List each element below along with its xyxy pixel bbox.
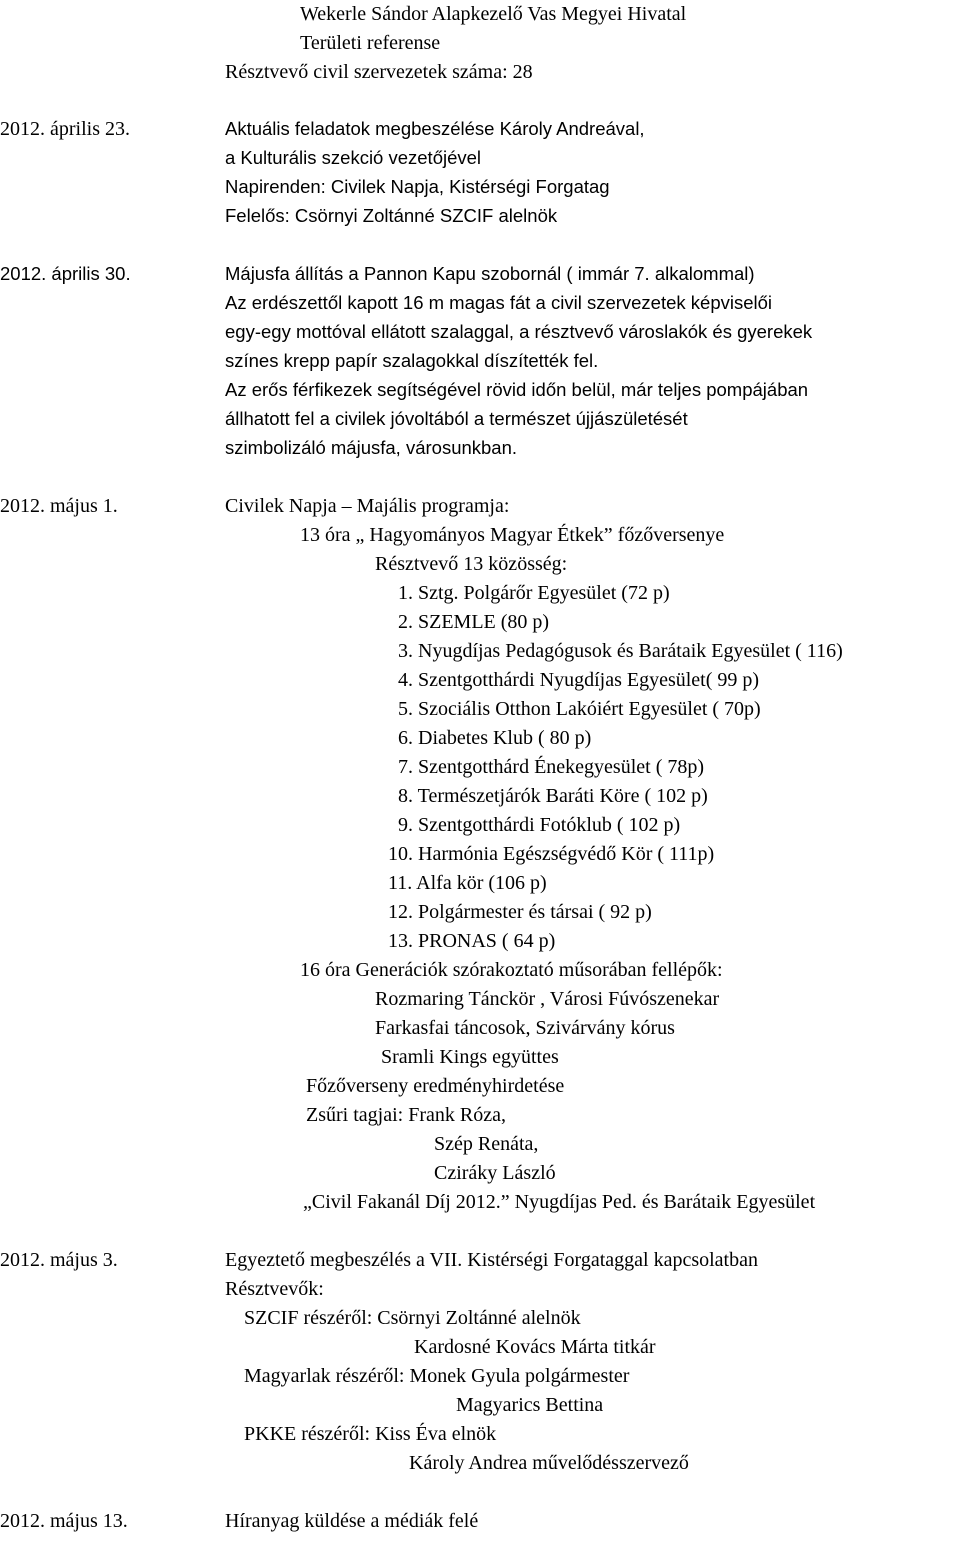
entry-line: Az erős férfikezek segítségével rövid időn belül, már teljes pompájában xyxy=(225,379,809,400)
team-item: 4. Szentgotthárdi Nyugdíjas Egyesület( 99 p) xyxy=(398,669,760,691)
team-item: 2. SZEMLE (80 p) xyxy=(398,611,550,633)
team-item: 8. Természetjárók Baráti Köre ( 102 p) xyxy=(398,785,708,807)
entry-line: Aktuális feladatok megbeszélése Károly Andreával, xyxy=(225,118,645,139)
team-item: 11. Alfa kör (106 p) xyxy=(388,872,547,894)
performer-line: Rozmaring Tánckör , Városi Fúvószenekar xyxy=(375,988,720,1010)
team-item: 12. Polgármester és társai ( 92 p) xyxy=(388,901,652,923)
team-item: 1. Sztg. Polgárőr Egyesület (72 p) xyxy=(398,582,670,604)
entry-title: Májusfa állítás a Pannon Kapu szobornál ( immár 7. alkalommal) xyxy=(225,263,755,284)
participants-label: Résztvevők: xyxy=(225,1278,324,1300)
team-item: 3. Nyugdíjas Pedagógusok és Barátaik Egyesület ( 116) xyxy=(398,640,843,662)
team-item: 10. Harmónia Egészségvédő Kör ( 111p) xyxy=(388,843,715,865)
header-office: Wekerle Sándor Alapkezelő Vas Megyei Hivatal xyxy=(300,3,687,25)
header-role: Területi referense xyxy=(300,32,441,54)
participant-line: Kardosné Kovács Márta titkár xyxy=(414,1336,656,1358)
team-item: 9. Szentgotthárdi Fotóklub ( 102 p) xyxy=(398,814,681,836)
team-item: 7. Szentgotthárd Énekegyesület ( 78p) xyxy=(398,756,705,778)
entry-line: Felelős: Csörnyi Zoltánné SZCIF alelnök xyxy=(225,205,558,226)
participants-count: Résztvevő 13 közösség: xyxy=(375,553,568,575)
performer-line: Sramli Kings együttes xyxy=(381,1046,559,1068)
entry-line: Az erdészettől kapott 16 m magas fát a civil szervezetek képviselői xyxy=(225,292,773,313)
entry-date: 2012. május 13. xyxy=(0,1510,128,1532)
participant-line: Károly Andrea művelődésszervező xyxy=(409,1452,689,1474)
entry-line: egy-egy mottóval ellátott szalaggal, a résztvevő városlakók és gyerekek xyxy=(225,321,813,342)
jury-member: Szép Renáta, xyxy=(434,1133,539,1155)
team-item: 6. Diabetes Klub ( 80 p) xyxy=(398,727,592,749)
entry-date: 2012. április 30. xyxy=(0,263,131,284)
jury-member: Cziráky László xyxy=(434,1162,556,1184)
team-item: 5. Szociális Otthon Lakóiért Egyesület ( 70p) xyxy=(398,698,761,720)
entry-title: Civilek Napja – Majális programja: xyxy=(225,495,510,517)
cook-heading: 13 óra „ Hagyományos Magyar Étkek” főzőversenye xyxy=(300,524,725,546)
award-line: „Civil Fakanál Díj 2012.” Nyugdíjas Ped. és Barátaik Egyesület xyxy=(303,1191,816,1213)
performer-line: Farkasfai táncosok, Szivárvány kórus xyxy=(375,1017,675,1039)
entry-line: színes krepp papír szalagokkal díszítették fel. xyxy=(225,350,599,371)
participant-line: SZCIF részéről: Csörnyi Zoltánné alelnök xyxy=(244,1307,581,1329)
entry-line: a Kulturális szekció vezetőjével xyxy=(225,147,482,168)
participant-line: PKKE részéről: Kiss Éva elnök xyxy=(244,1423,497,1445)
entry-line: Napirenden: Civilek Napja, Kistérségi Forgatag xyxy=(225,176,610,197)
jury-label: Zsűri tagjai: Frank Róza, xyxy=(306,1104,506,1126)
participant-line: Magyarlak részéről: Monek Gyula polgármester xyxy=(244,1365,630,1387)
entry-date: 2012. május 3. xyxy=(0,1249,118,1271)
header-participants: Résztvevő civil szervezetek száma: 28 xyxy=(225,61,533,83)
results-announcement: Főzőverseny eredményhirdetése xyxy=(306,1075,565,1097)
entry-title: Híranyag küldése a médiák felé xyxy=(225,1510,479,1532)
team-item: 13. PRONAS ( 64 p) xyxy=(388,930,556,952)
show-heading: 16 óra Generációk szórakoztató műsorában fellépők: xyxy=(300,959,723,981)
entry-date: 2012. április 23. xyxy=(0,118,130,140)
entry-title: Egyeztető megbeszélés a VII. Kistérségi Forgataggal kapcsolatban xyxy=(225,1249,758,1271)
entry-date: 2012. május 1. xyxy=(0,495,118,517)
entry-line: szimbolizáló májusfa, városunkban. xyxy=(225,437,518,458)
participant-line: Magyarics Bettina xyxy=(456,1394,604,1416)
entry-line: állhatott fel a civilek jóvoltából a természet újjászületését xyxy=(225,408,688,429)
